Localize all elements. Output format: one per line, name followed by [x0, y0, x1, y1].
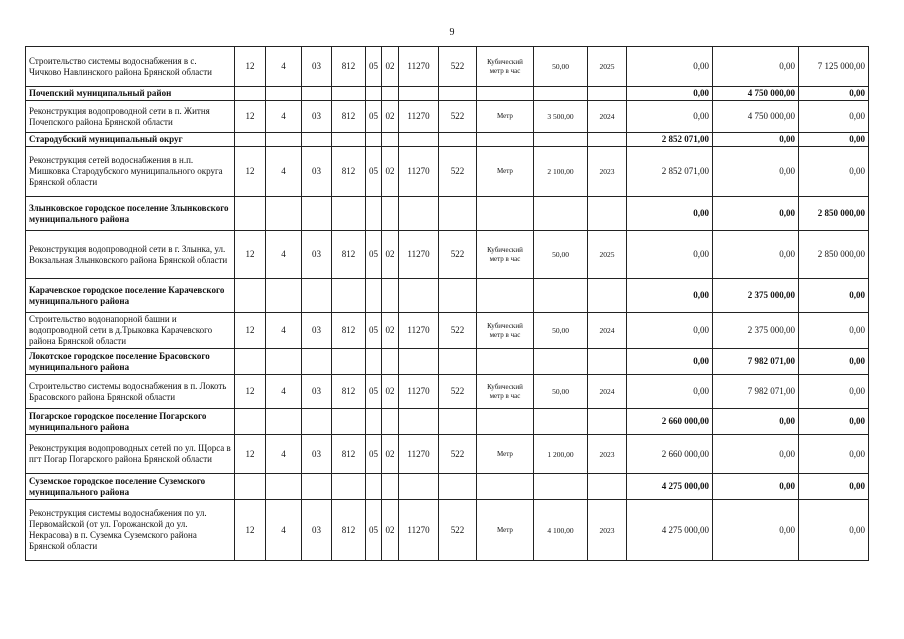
unit-cell: Метр — [477, 500, 534, 561]
amount-cell: 0,00 — [799, 409, 869, 435]
unit-cell — [477, 279, 534, 313]
table-group-row — [26, 349, 869, 375]
object-name-cell: Строительство системы водоснабжения в с. Чичково Навлинского района Брянской области — [26, 47, 235, 87]
budget-code-cell: 02 — [382, 313, 399, 349]
capacity-cell: 50,00 — [534, 313, 588, 349]
budget-code-cell: 05 — [366, 435, 382, 474]
unit-cell: Метр — [477, 101, 534, 133]
year-cell: 2024 — [588, 375, 627, 409]
amount-cell: 0,00 — [627, 47, 713, 87]
budget-code-cell: 812 — [332, 500, 366, 561]
table-row — [26, 500, 869, 561]
budget-code-cell: 522 — [439, 375, 477, 409]
year-cell — [588, 87, 627, 101]
budget-code-cell — [302, 87, 332, 101]
amount-cell: 0,00 — [627, 231, 713, 279]
amount-cell: 0,00 — [799, 87, 869, 101]
amount-cell: 2 660 000,00 — [627, 435, 713, 474]
budget-code-cell: 812 — [332, 435, 366, 474]
table-row — [26, 375, 869, 409]
amount-cell: 0,00 — [799, 375, 869, 409]
amount-cell: 0,00 — [799, 313, 869, 349]
budget-code-cell: 03 — [302, 500, 332, 561]
budget-code-cell: 03 — [302, 101, 332, 133]
capacity-cell — [534, 474, 588, 500]
object-name-cell: Реконструкция водопроводных сетей по ул. Щорса в пгт Погар Погарского района Брянской области — [26, 435, 235, 474]
budget-code-cell — [302, 133, 332, 147]
table-row — [26, 47, 869, 87]
amount-cell: 0,00 — [799, 147, 869, 197]
budget-code-cell — [382, 87, 399, 101]
budget-code-cell: 03 — [302, 231, 332, 279]
capacity-cell: 50,00 — [534, 375, 588, 409]
table-group-row — [26, 133, 869, 147]
table-group-row — [26, 474, 869, 500]
budget-code-cell — [266, 133, 302, 147]
budget-code-cell — [382, 133, 399, 147]
budget-code-cell — [266, 474, 302, 500]
amount-cell: 0,00 — [627, 279, 713, 313]
budget-code-cell: 12 — [235, 47, 266, 87]
unit-cell — [477, 349, 534, 375]
budget-code-cell — [266, 279, 302, 313]
budget-code-cell — [399, 349, 439, 375]
table-body — [26, 47, 869, 561]
budget-code-cell: 522 — [439, 147, 477, 197]
object-name-cell: Злынковское городское поселение Злынковского муниципального района — [26, 197, 235, 231]
budget-code-cell: 05 — [366, 147, 382, 197]
budget-code-cell — [235, 87, 266, 101]
budget-code-cell: 03 — [302, 47, 332, 87]
object-name-cell: Реконструкция сетей водоснабжения в н.п. Мишковка Стародубского муниципального округа Брянской области — [26, 147, 235, 197]
amount-cell: 0,00 — [627, 101, 713, 133]
budget-code-cell — [302, 474, 332, 500]
budget-code-cell: 522 — [439, 500, 477, 561]
object-name-cell: Реконструкция системы водоснабжения по ул. Первомайской (от ул. Горожанской до ул. Некрасова) в п. Суземка Суземского района Брянской области — [26, 500, 235, 561]
budget-code-cell — [439, 133, 477, 147]
object-name-cell: Реконструкция водопроводной сети в г. Злынка, ул. Вокзальная Злынковского района Брянской области — [26, 231, 235, 279]
amount-cell: 0,00 — [627, 375, 713, 409]
budget-code-cell — [439, 197, 477, 231]
year-cell — [588, 349, 627, 375]
object-name-cell: Погарское городское поселение Погарского муниципального района — [26, 409, 235, 435]
budget-code-cell — [332, 197, 366, 231]
budget-code-cell: 4 — [266, 231, 302, 279]
object-name-cell: Карачевское городское поселение Карачевского муниципального района — [26, 279, 235, 313]
budget-code-cell: 02 — [382, 435, 399, 474]
unit-cell: Кубический метр в час — [477, 375, 534, 409]
table-group-row — [26, 197, 869, 231]
budget-code-cell: 4 — [266, 313, 302, 349]
budget-code-cell — [266, 349, 302, 375]
budget-code-cell: 522 — [439, 101, 477, 133]
budget-code-cell — [302, 197, 332, 231]
budget-code-cell — [332, 279, 366, 313]
budget-code-cell — [302, 349, 332, 375]
unit-cell: Кубический метр в час — [477, 231, 534, 279]
budget-code-cell: 12 — [235, 435, 266, 474]
budget-code-cell: 02 — [382, 375, 399, 409]
amount-cell: 0,00 — [713, 474, 799, 500]
budget-code-cell — [382, 349, 399, 375]
budget-code-cell: 4 — [266, 101, 302, 133]
budget-code-cell: 522 — [439, 231, 477, 279]
budget-code-cell: 812 — [332, 47, 366, 87]
budget-code-cell — [382, 197, 399, 231]
budget-code-cell — [366, 279, 382, 313]
budget-code-cell: 11270 — [399, 101, 439, 133]
budget-code-cell — [366, 197, 382, 231]
year-cell: 2023 — [588, 435, 627, 474]
unit-cell: Метр — [477, 147, 534, 197]
budget-code-cell: 812 — [332, 101, 366, 133]
unit-cell — [477, 474, 534, 500]
amount-cell: 0,00 — [713, 231, 799, 279]
budget-code-cell — [399, 133, 439, 147]
budget-code-cell: 12 — [235, 500, 266, 561]
amount-cell: 0,00 — [713, 47, 799, 87]
budget-code-cell — [439, 279, 477, 313]
unit-cell: Кубический метр в час — [477, 313, 534, 349]
budget-code-cell: 522 — [439, 435, 477, 474]
budget-code-cell: 05 — [366, 231, 382, 279]
unit-cell — [477, 197, 534, 231]
budget-code-cell: 03 — [302, 435, 332, 474]
budget-code-cell: 02 — [382, 147, 399, 197]
year-cell: 2024 — [588, 101, 627, 133]
budget-code-cell: 05 — [366, 101, 382, 133]
amount-cell: 7 125 000,00 — [799, 47, 869, 87]
capacity-cell — [534, 349, 588, 375]
budget-code-cell: 11270 — [399, 500, 439, 561]
budget-code-cell: 812 — [332, 231, 366, 279]
amount-cell: 7 982 071,00 — [713, 349, 799, 375]
amount-cell: 0,00 — [627, 197, 713, 231]
year-cell: 2023 — [588, 147, 627, 197]
unit-cell: Кубический метр в час — [477, 47, 534, 87]
year-cell — [588, 474, 627, 500]
budget-code-cell — [302, 279, 332, 313]
table-group-row — [26, 87, 869, 101]
capacity-cell: 3 500,00 — [534, 101, 588, 133]
amount-cell: 0,00 — [713, 500, 799, 561]
budget-code-cell — [235, 133, 266, 147]
table-row — [26, 231, 869, 279]
budget-code-cell — [302, 409, 332, 435]
budget-code-cell — [235, 409, 266, 435]
budget-code-cell — [366, 409, 382, 435]
budget-table — [25, 46, 869, 561]
amount-cell: 2 852 071,00 — [627, 133, 713, 147]
budget-code-cell — [439, 474, 477, 500]
unit-cell: Метр — [477, 435, 534, 474]
budget-code-cell: 02 — [382, 231, 399, 279]
budget-code-cell — [366, 87, 382, 101]
budget-code-cell — [399, 87, 439, 101]
budget-code-cell: 4 — [266, 47, 302, 87]
budget-code-cell: 05 — [366, 47, 382, 87]
budget-code-cell — [266, 409, 302, 435]
budget-code-cell: 11270 — [399, 231, 439, 279]
amount-cell: 2 850 000,00 — [799, 197, 869, 231]
object-name-cell: Почепский муниципальный район — [26, 87, 235, 101]
amount-cell: 0,00 — [627, 87, 713, 101]
budget-code-cell — [235, 279, 266, 313]
table-row — [26, 101, 869, 133]
year-cell: 2023 — [588, 500, 627, 561]
budget-code-cell: 05 — [366, 375, 382, 409]
budget-code-cell: 02 — [382, 101, 399, 133]
table-group-row — [26, 279, 869, 313]
budget-code-cell — [332, 474, 366, 500]
unit-cell — [477, 133, 534, 147]
amount-cell: 0,00 — [799, 133, 869, 147]
object-name-cell: Суземское городское поселение Суземского муниципального района — [26, 474, 235, 500]
budget-code-cell — [332, 87, 366, 101]
budget-code-cell: 812 — [332, 147, 366, 197]
budget-code-cell — [399, 409, 439, 435]
year-cell: 2025 — [588, 47, 627, 87]
object-name-cell: Локотское городское поселение Брасовского муниципального района — [26, 349, 235, 375]
budget-code-cell: 11270 — [399, 435, 439, 474]
object-name-cell: Стародубский муниципальный округ — [26, 133, 235, 147]
amount-cell: 0,00 — [713, 133, 799, 147]
budget-code-cell: 12 — [235, 101, 266, 133]
capacity-cell: 50,00 — [534, 231, 588, 279]
amount-cell: 2 852 071,00 — [627, 147, 713, 197]
budget-code-cell: 812 — [332, 313, 366, 349]
budget-code-cell: 02 — [382, 500, 399, 561]
amount-cell: 4 275 000,00 — [627, 500, 713, 561]
budget-code-cell — [332, 349, 366, 375]
capacity-cell — [534, 279, 588, 313]
budget-code-cell: 812 — [332, 375, 366, 409]
amount-cell: 0,00 — [627, 313, 713, 349]
budget-code-cell — [266, 197, 302, 231]
unit-cell — [477, 409, 534, 435]
amount-cell: 0,00 — [799, 101, 869, 133]
amount-cell: 0,00 — [799, 349, 869, 375]
amount-cell: 0,00 — [713, 435, 799, 474]
amount-cell: 2 375 000,00 — [713, 279, 799, 313]
table-row — [26, 313, 869, 349]
budget-code-cell — [382, 279, 399, 313]
budget-code-cell: 11270 — [399, 375, 439, 409]
year-cell — [588, 409, 627, 435]
object-name-cell: Строительство системы водоснабжения в п. Локоть Брасовского района Брянской области — [26, 375, 235, 409]
unit-cell — [477, 87, 534, 101]
capacity-cell — [534, 409, 588, 435]
amount-cell: 0,00 — [799, 435, 869, 474]
budget-code-cell: 02 — [382, 47, 399, 87]
budget-code-cell: 03 — [302, 375, 332, 409]
capacity-cell: 4 100,00 — [534, 500, 588, 561]
amount-cell: 0,00 — [799, 500, 869, 561]
budget-code-cell — [266, 87, 302, 101]
amount-cell: 0,00 — [713, 409, 799, 435]
budget-code-cell: 4 — [266, 435, 302, 474]
budget-code-cell: 11270 — [399, 147, 439, 197]
capacity-cell: 1 200,00 — [534, 435, 588, 474]
object-name-cell: Строительство водонапорной башни и водопроводной сети в д.Трыковка Карачевского района Брянской области — [26, 313, 235, 349]
year-cell — [588, 279, 627, 313]
budget-code-cell — [439, 87, 477, 101]
amount-cell: 0,00 — [799, 474, 869, 500]
page-number: 9 — [449, 27, 455, 38]
budget-code-cell: 4 — [266, 147, 302, 197]
budget-code-cell: 12 — [235, 231, 266, 279]
amount-cell: 4 275 000,00 — [627, 474, 713, 500]
capacity-cell: 2 100,00 — [534, 147, 588, 197]
budget-code-cell — [439, 349, 477, 375]
budget-code-cell — [399, 197, 439, 231]
capacity-cell — [534, 197, 588, 231]
budget-code-cell — [399, 474, 439, 500]
budget-code-cell — [382, 409, 399, 435]
budget-code-cell — [439, 409, 477, 435]
budget-code-cell — [366, 133, 382, 147]
budget-code-cell — [399, 279, 439, 313]
table-group-row — [26, 409, 869, 435]
capacity-cell — [534, 133, 588, 147]
amount-cell: 4 750 000,00 — [713, 101, 799, 133]
year-cell — [588, 197, 627, 231]
budget-code-cell — [235, 474, 266, 500]
budget-code-cell: 03 — [302, 147, 332, 197]
budget-code-cell: 11270 — [399, 313, 439, 349]
budget-code-cell: 11270 — [399, 47, 439, 87]
amount-cell: 2 375 000,00 — [713, 313, 799, 349]
amount-cell: 2 660 000,00 — [627, 409, 713, 435]
budget-code-cell: 4 — [266, 500, 302, 561]
amount-cell: 4 750 000,00 — [713, 87, 799, 101]
table-row — [26, 435, 869, 474]
year-cell: 2024 — [588, 313, 627, 349]
table-row — [26, 147, 869, 197]
amount-cell: 0,00 — [713, 197, 799, 231]
amount-cell: 0,00 — [799, 279, 869, 313]
budget-code-cell: 03 — [302, 313, 332, 349]
budget-code-cell — [382, 474, 399, 500]
budget-code-cell — [332, 409, 366, 435]
object-name-cell: Реконструкция водопроводной сети в п. Житня Почепского района Брянской области — [26, 101, 235, 133]
capacity-cell: 50,00 — [534, 47, 588, 87]
budget-code-cell — [366, 349, 382, 375]
amount-cell: 2 850 000,00 — [799, 231, 869, 279]
budget-code-cell: 05 — [366, 500, 382, 561]
budget-code-cell — [332, 133, 366, 147]
budget-code-cell: 4 — [266, 375, 302, 409]
amount-cell: 0,00 — [713, 147, 799, 197]
budget-code-cell: 12 — [235, 375, 266, 409]
year-cell — [588, 133, 627, 147]
budget-code-cell — [366, 474, 382, 500]
budget-code-cell — [235, 349, 266, 375]
budget-code-cell: 522 — [439, 47, 477, 87]
year-cell: 2025 — [588, 231, 627, 279]
budget-code-cell: 05 — [366, 313, 382, 349]
amount-cell: 0,00 — [627, 349, 713, 375]
budget-code-cell: 12 — [235, 313, 266, 349]
budget-code-cell: 522 — [439, 313, 477, 349]
capacity-cell — [534, 87, 588, 101]
amount-cell: 7 982 071,00 — [713, 375, 799, 409]
budget-code-cell — [235, 197, 266, 231]
budget-code-cell: 12 — [235, 147, 266, 197]
